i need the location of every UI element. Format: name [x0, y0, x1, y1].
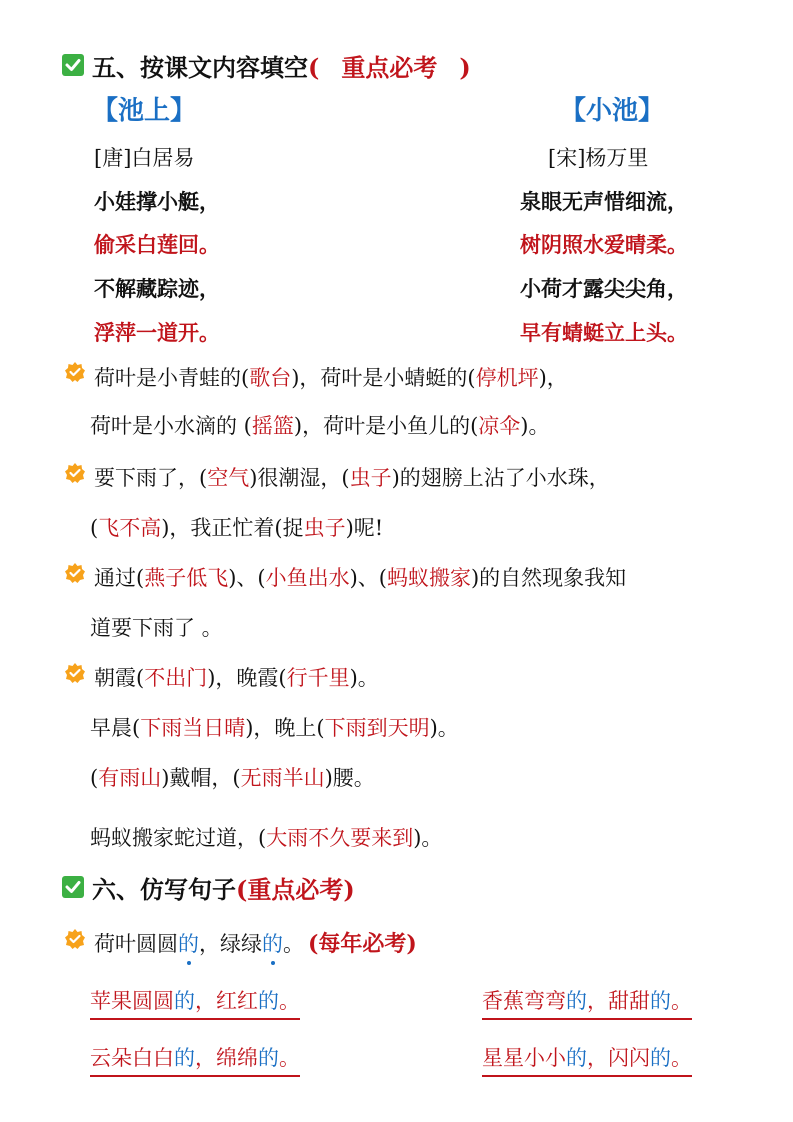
section-5-tag: 重点必考	[341, 53, 438, 82]
badge-icon	[64, 662, 86, 684]
q3-line-2: 道要下雨了 。	[90, 616, 223, 640]
q3-line-1: 通过(燕子低飞)、(小鱼出水)、(蚂蚁搬家)的自然现象我知	[94, 566, 627, 590]
q4-line-2: 早晨(下雨当日晴)，晚上(下雨到天明)。	[90, 716, 459, 740]
poem1-title: 【池上】	[92, 96, 197, 126]
q4-line-4: 蚂蚁搬家蛇过道，(大雨不久要来到)。	[90, 826, 443, 850]
badge-icon	[64, 928, 86, 950]
badge-icon	[64, 562, 86, 584]
poem2-line-3: 小荷才露尖尖角，	[520, 276, 688, 301]
section-6-title: 六、仿写句子	[92, 875, 236, 904]
checkbox-icon	[62, 876, 84, 898]
poem2-line-1: 泉眼无声惜细流，	[520, 189, 688, 214]
poem2-line-2: 树阴照水爱晴柔。	[520, 232, 688, 257]
poem1-line-3: 不解藏踪迹，	[94, 276, 220, 301]
answer-2: 香蕉弯弯的，甜甜的。	[482, 985, 692, 1020]
answer-3: 云朵白白的，绵绵的。	[90, 1042, 300, 1077]
badge-icon	[64, 361, 86, 383]
poem1-line-1: 小娃撑小艇，	[94, 189, 220, 214]
section-6-heading	[92, 870, 355, 905]
checkbox-icon	[62, 54, 84, 76]
paren: (	[308, 53, 320, 82]
poem1-author: [唐]白居易	[94, 146, 195, 170]
badge-icon	[64, 462, 86, 484]
poem2-author: [宋]杨万里	[548, 146, 649, 170]
section-6-tag: (重点必考)	[236, 875, 355, 904]
q2-line-1: 要下雨了，(空气)很潮湿，(虫子)的翅膀上沾了小水珠，	[94, 466, 610, 490]
q4-line-1: 朝霞(不出门)，晚霞(行千里)。	[94, 666, 379, 690]
q1-line-1: 荷叶是小青蛙的(歌台)，荷叶是小蜻蜓的(停机坪)，	[94, 366, 568, 390]
answer-1: 苹果圆圆的，红红的。	[90, 985, 300, 1020]
q2-line-2: (飞不高)，我正忙着(捉虫子)呢!	[90, 516, 384, 540]
poem1-line-4: 浮萍一道开。	[94, 320, 220, 345]
answer-4: 星星小小的，闪闪的。	[482, 1042, 692, 1077]
poem2-line-4: 早有蜻蜓立上头。	[520, 320, 688, 345]
poem2-title: 【小池】	[560, 96, 665, 126]
model-sentence: 荷叶圆圆的，绿绿的。 (每年必考)	[94, 927, 417, 958]
paren: )	[459, 53, 471, 82]
q1-line-2: 荷叶是小水滴的 (摇篮)，荷叶是小鱼儿的(凉伞)。	[90, 414, 550, 438]
poem1-line-2: 偷采白莲回。	[94, 232, 220, 257]
section-5-heading	[92, 48, 471, 83]
section-5-title: 五、按课文内容填空	[92, 53, 308, 82]
q4-line-3: (有雨山)戴帽，(无雨半山)腰。	[90, 766, 375, 790]
